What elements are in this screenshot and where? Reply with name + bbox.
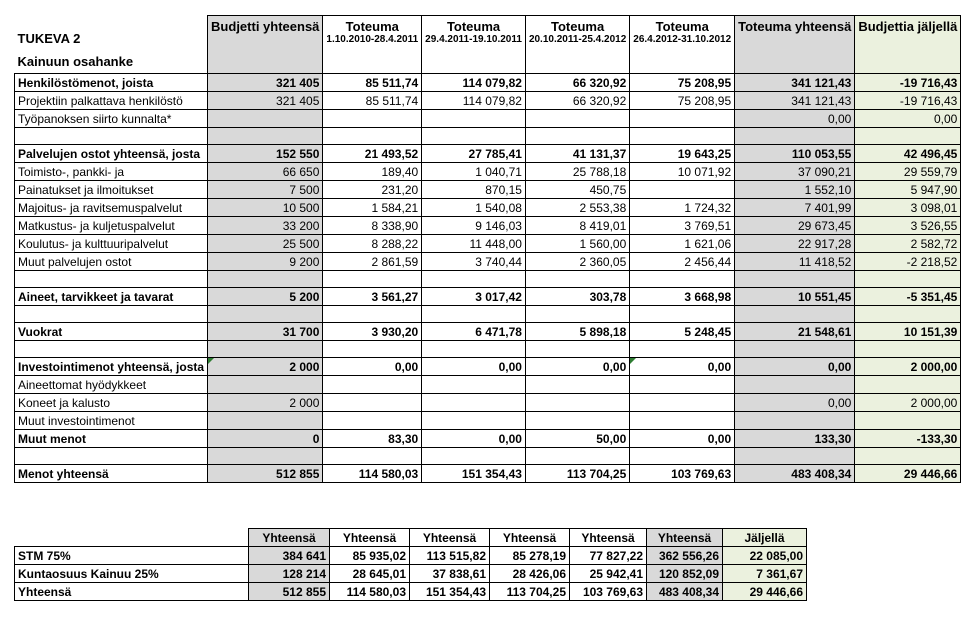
- value-cell[interactable]: 27 785,41: [422, 145, 526, 163]
- table-row: [15, 412, 961, 430]
- table-row: [15, 235, 961, 253]
- summary-row-label[interactable]: Kuntaosuus Kainuu 25%: [15, 565, 249, 583]
- value-cell[interactable]: 133,30: [735, 430, 855, 448]
- table-row: [15, 92, 961, 110]
- col-header-label: Toteuma: [446, 19, 501, 34]
- value-cell[interactable]: 870,15: [422, 181, 526, 199]
- value-cell[interactable]: 85 511,74: [323, 74, 422, 92]
- value-cell[interactable]: 0: [208, 430, 323, 448]
- value-cell[interactable]: 5 898,18: [525, 323, 629, 341]
- value-cell[interactable]: 66 320,92: [525, 74, 629, 92]
- value-cell[interactable]: [630, 110, 735, 128]
- spacer-row: [15, 448, 961, 465]
- label-cell[interactable]: [15, 306, 208, 323]
- value-cell[interactable]: 0,00: [855, 110, 961, 128]
- value-cell[interactable]: 85 511,74: [323, 92, 422, 110]
- row-label[interactable]: Henkilöstömenot, joista: [15, 74, 208, 92]
- value-cell[interactable]: [735, 412, 855, 430]
- value-cell[interactable]: 3 561,27: [323, 288, 422, 306]
- value-cell[interactable]: 0,00: [323, 358, 422, 376]
- value-cell[interactable]: 11 418,52: [735, 253, 855, 271]
- empty-cell: [15, 529, 249, 547]
- row-label[interactable]: Investointimenot yhteensä, josta: [15, 358, 208, 376]
- table-row: [15, 110, 961, 128]
- table-row: [15, 465, 961, 483]
- value-cell[interactable]: 41 131,37: [525, 145, 629, 163]
- row-label[interactable]: Työpanoksen siirto kunnalta*: [15, 110, 208, 128]
- table-row: [15, 323, 961, 341]
- value-cell[interactable]: 6 471,78: [422, 323, 526, 341]
- row-label[interactable]: Muut investointimenot: [15, 412, 208, 430]
- value-cell[interactable]: [630, 394, 735, 412]
- value-cell[interactable]: 1 540,08: [422, 199, 526, 217]
- value-cell[interactable]: -2 218,52: [855, 253, 961, 271]
- summary-col-header[interactable]: Yhteensä: [249, 529, 330, 547]
- value-cell[interactable]: [855, 412, 961, 430]
- value-cell[interactable]: 7 401,99: [735, 199, 855, 217]
- summary-row-label[interactable]: STM 75%: [15, 547, 249, 565]
- value-cell[interactable]: [525, 128, 629, 145]
- value-cell[interactable]: [208, 110, 323, 128]
- value-cell[interactable]: 3 098,01: [855, 199, 961, 217]
- value-cell[interactable]: 0,00: [735, 358, 855, 376]
- value-cell[interactable]: -19 716,43: [855, 74, 961, 92]
- table-row: [15, 288, 961, 306]
- summary-col-header[interactable]: Yhteensä: [410, 529, 490, 547]
- label-cell[interactable]: [15, 128, 208, 145]
- value-cell[interactable]: 77 827,22: [570, 547, 647, 565]
- table-row: [15, 145, 961, 163]
- row-label[interactable]: Muut palvelujen ostot: [15, 253, 208, 271]
- value-cell[interactable]: 8 419,01: [525, 217, 629, 235]
- col-header-period-4[interactable]: [630, 16, 735, 74]
- value-cell[interactable]: [525, 448, 629, 465]
- value-cell[interactable]: 66 320,92: [525, 92, 629, 110]
- table-row: [15, 74, 961, 92]
- value-cell[interactable]: 512 855: [249, 583, 330, 601]
- value-cell[interactable]: 29 673,45: [735, 217, 855, 235]
- label-cell[interactable]: [15, 271, 208, 288]
- row-label[interactable]: Koulutus- ja kulttuuripalvelut: [15, 235, 208, 253]
- value-cell[interactable]: 3 526,55: [855, 217, 961, 235]
- value-cell[interactable]: 10 151,39: [855, 323, 961, 341]
- table-row: [15, 394, 961, 412]
- value-cell[interactable]: 75 208,95: [630, 92, 735, 110]
- value-cell[interactable]: 9 200: [208, 253, 323, 271]
- value-cell[interactable]: 113 704,25: [525, 465, 629, 483]
- value-cell[interactable]: 303,78: [525, 288, 629, 306]
- value-cell[interactable]: 2 360,05: [525, 253, 629, 271]
- value-cell[interactable]: [323, 376, 422, 394]
- value-cell[interactable]: [525, 271, 629, 288]
- value-cell[interactable]: 31 700: [208, 323, 323, 341]
- value-cell[interactable]: [208, 448, 323, 465]
- table-row: [15, 358, 961, 376]
- table-row: [15, 163, 961, 181]
- value-cell[interactable]: 103 769,63: [630, 465, 735, 483]
- value-cell[interactable]: 22 917,28: [735, 235, 855, 253]
- summary-row: [15, 565, 807, 583]
- value-cell[interactable]: 0,00: [735, 110, 855, 128]
- report-title: TUKEVA 2: [17, 30, 81, 46]
- value-cell[interactable]: 1 560,00: [525, 235, 629, 253]
- value-cell[interactable]: 29 559,79: [855, 163, 961, 181]
- row-label[interactable]: Menot yhteensä: [15, 465, 208, 483]
- value-cell[interactable]: [422, 306, 526, 323]
- value-cell[interactable]: [855, 271, 961, 288]
- value-cell[interactable]: 33 200: [208, 217, 323, 235]
- row-label[interactable]: Aineet, tarvikkeet ja tavarat: [15, 288, 208, 306]
- value-cell[interactable]: [525, 341, 629, 358]
- value-cell[interactable]: [630, 376, 735, 394]
- value-cell[interactable]: 29 446,66: [855, 465, 961, 483]
- value-cell[interactable]: 7 500: [208, 181, 323, 199]
- label-cell[interactable]: [15, 448, 208, 465]
- value-cell[interactable]: 113 515,82: [410, 547, 490, 565]
- value-cell[interactable]: 9 146,03: [422, 217, 526, 235]
- value-cell[interactable]: 483 408,34: [735, 465, 855, 483]
- value-cell[interactable]: 37 090,21: [735, 163, 855, 181]
- summary-row: [15, 583, 807, 601]
- value-cell[interactable]: 321 405: [208, 74, 323, 92]
- value-cell[interactable]: 11 448,00: [422, 235, 526, 253]
- value-cell[interactable]: 50,00: [525, 430, 629, 448]
- value-cell[interactable]: [735, 128, 855, 145]
- col-header-period: 1.10.2010-28.4.2011: [326, 34, 419, 45]
- value-cell[interactable]: [323, 448, 422, 465]
- value-cell[interactable]: 25 942,41: [570, 565, 647, 583]
- value-cell[interactable]: [525, 376, 629, 394]
- col-header-period-2[interactable]: [422, 16, 526, 74]
- value-cell[interactable]: 120 852,09: [647, 565, 723, 583]
- summary-row: [15, 547, 807, 565]
- col-header-label: Budjettia jäljellä: [858, 19, 958, 34]
- value-cell[interactable]: 1 040,71: [422, 163, 526, 181]
- col-header-period: 29.4.2011-19.10.2011: [425, 34, 522, 45]
- value-cell[interactable]: 25 788,18: [525, 163, 629, 181]
- value-cell[interactable]: 1 584,21: [323, 199, 422, 217]
- value-cell[interactable]: 362 556,26: [647, 547, 723, 565]
- row-label[interactable]: Projektiin palkattava henkilöstö: [15, 92, 208, 110]
- table-row: [15, 181, 961, 199]
- value-cell[interactable]: 110 053,55: [735, 145, 855, 163]
- value-cell[interactable]: [735, 341, 855, 358]
- value-cell[interactable]: 8 288,22: [323, 235, 422, 253]
- value-cell[interactable]: [630, 128, 735, 145]
- table-row: [15, 376, 961, 394]
- value-cell[interactable]: [855, 128, 961, 145]
- value-cell[interactable]: [323, 128, 422, 145]
- value-cell[interactable]: 2 582,72: [855, 235, 961, 253]
- value-cell[interactable]: 0,00: [422, 358, 526, 376]
- value-cell[interactable]: 21 493,52: [323, 145, 422, 163]
- row-label[interactable]: Muut menot: [15, 430, 208, 448]
- value-cell[interactable]: [630, 271, 735, 288]
- value-cell[interactable]: 37 838,61: [410, 565, 490, 583]
- comment-marker-icon[interactable]: [630, 358, 636, 364]
- value-cell[interactable]: 321 405: [208, 92, 323, 110]
- value-cell[interactable]: [630, 412, 735, 430]
- value-cell[interactable]: 0,00: [630, 358, 735, 376]
- value-cell[interactable]: [323, 341, 422, 358]
- value-cell[interactable]: [422, 128, 526, 145]
- value-cell[interactable]: [630, 341, 735, 358]
- table-row: [15, 199, 961, 217]
- value-cell[interactable]: 0,00: [525, 358, 629, 376]
- col-header-label: Budjetti yhteensä: [211, 19, 320, 34]
- value-cell[interactable]: [525, 394, 629, 412]
- value-cell[interactable]: 151 354,43: [422, 465, 526, 483]
- value-cell[interactable]: 2 000,00: [855, 358, 961, 376]
- value-cell[interactable]: 66 650: [208, 163, 323, 181]
- value-cell[interactable]: 1 621,06: [630, 235, 735, 253]
- value-cell[interactable]: [855, 376, 961, 394]
- row-label[interactable]: Palvelujen ostot yhteensä, josta: [15, 145, 208, 163]
- value-cell[interactable]: [525, 306, 629, 323]
- value-cell[interactable]: 83,30: [323, 430, 422, 448]
- value-cell[interactable]: [208, 306, 323, 323]
- value-cell[interactable]: [422, 394, 526, 412]
- value-cell[interactable]: 341 121,43: [735, 74, 855, 92]
- value-cell[interactable]: [208, 128, 323, 145]
- value-cell[interactable]: [208, 271, 323, 288]
- value-cell[interactable]: 3 017,42: [422, 288, 526, 306]
- value-cell[interactable]: 114 580,03: [323, 465, 422, 483]
- value-cell[interactable]: 2 000: [208, 394, 323, 412]
- value-cell[interactable]: 10 071,92: [630, 163, 735, 181]
- summary-header-row: [15, 529, 807, 547]
- summary-col-header[interactable]: Yhteensä: [570, 529, 647, 547]
- spacer-row: [15, 128, 961, 145]
- col-header-remaining[interactable]: [855, 16, 961, 74]
- value-cell[interactable]: 341 121,43: [735, 92, 855, 110]
- value-cell[interactable]: [208, 376, 323, 394]
- value-cell[interactable]: 3 668,98: [630, 288, 735, 306]
- col-header-label: Toteuma yhteensä: [738, 19, 852, 34]
- value-cell[interactable]: 19 643,25: [630, 145, 735, 163]
- value-cell[interactable]: [630, 448, 735, 465]
- col-header-budget[interactable]: [208, 16, 323, 74]
- value-cell[interactable]: -133,30: [855, 430, 961, 448]
- value-cell[interactable]: [855, 341, 961, 358]
- value-cell[interactable]: [525, 110, 629, 128]
- row-label[interactable]: Koneet ja kalusto: [15, 394, 208, 412]
- value-cell[interactable]: [323, 412, 422, 430]
- value-cell[interactable]: [422, 110, 526, 128]
- value-cell[interactable]: 3 740,44: [422, 253, 526, 271]
- value-cell[interactable]: 10 500: [208, 199, 323, 217]
- comment-marker-icon[interactable]: [208, 358, 214, 364]
- value-cell[interactable]: 42 496,45: [855, 145, 961, 163]
- value-cell[interactable]: [323, 306, 422, 323]
- value-cell[interactable]: 2 553,38: [525, 199, 629, 217]
- budget-table: [14, 15, 961, 483]
- spacer-row: [15, 306, 961, 323]
- value-cell[interactable]: 7 361,67: [723, 565, 807, 583]
- col-header-label: Toteuma: [655, 19, 709, 34]
- col-header-label: Toteuma: [550, 19, 605, 34]
- value-cell[interactable]: 21 548,61: [735, 323, 855, 341]
- col-header-total[interactable]: [735, 16, 855, 74]
- value-cell[interactable]: 2 000,00: [855, 394, 961, 412]
- value-cell[interactable]: [208, 341, 323, 358]
- value-cell[interactable]: 512 855: [208, 465, 323, 483]
- value-cell[interactable]: 114 079,82: [422, 74, 526, 92]
- value-cell[interactable]: 28 645,01: [330, 565, 410, 583]
- value-cell[interactable]: 152 550: [208, 145, 323, 163]
- value-cell[interactable]: 151 354,43: [410, 583, 490, 601]
- value-cell[interactable]: 5 947,90: [855, 181, 961, 199]
- value-cell[interactable]: 2 000: [208, 358, 323, 376]
- value-cell[interactable]: -19 716,43: [855, 92, 961, 110]
- value-cell[interactable]: 231,20: [323, 181, 422, 199]
- value-cell[interactable]: [422, 341, 526, 358]
- value-cell[interactable]: 10 551,45: [735, 288, 855, 306]
- summary-row-label[interactable]: Yhteensä: [15, 583, 249, 601]
- value-cell[interactable]: 5 200: [208, 288, 323, 306]
- value-cell[interactable]: [735, 306, 855, 323]
- col-header-period-3[interactable]: [525, 16, 629, 74]
- row-label[interactable]: Matkustus- ja kuljetuspalvelut: [15, 217, 208, 235]
- value-cell[interactable]: 25 500: [208, 235, 323, 253]
- report-subtitle: Kainuun osahanke: [17, 53, 134, 69]
- title-cell[interactable]: [15, 16, 208, 74]
- spacer-row: [15, 271, 961, 288]
- value-cell[interactable]: 3 930,20: [323, 323, 422, 341]
- value-cell[interactable]: [525, 412, 629, 430]
- value-cell[interactable]: 483 408,34: [647, 583, 723, 601]
- value-cell[interactable]: 2 456,44: [630, 253, 735, 271]
- value-cell[interactable]: 1 724,32: [630, 199, 735, 217]
- value-cell[interactable]: 2 861,59: [323, 253, 422, 271]
- value-cell[interactable]: 85 278,19: [490, 547, 570, 565]
- value-cell[interactable]: 22 085,00: [723, 547, 807, 565]
- summary-col-header[interactable]: Jäljellä: [723, 529, 807, 547]
- value-cell[interactable]: 103 769,63: [570, 583, 647, 601]
- value-cell[interactable]: 3 769,51: [630, 217, 735, 235]
- value-cell[interactable]: 5 248,45: [630, 323, 735, 341]
- value-cell[interactable]: 29 446,66: [723, 583, 807, 601]
- value-cell[interactable]: 113 704,25: [490, 583, 570, 601]
- col-header-period: 26.4.2012-31.10.2012: [633, 34, 732, 45]
- value-cell[interactable]: [323, 271, 422, 288]
- value-cell[interactable]: 85 935,02: [330, 547, 410, 565]
- value-cell[interactable]: 0,00: [630, 430, 735, 448]
- value-cell[interactable]: 189,40: [323, 163, 422, 181]
- summary-col-header[interactable]: Yhteensä: [490, 529, 570, 547]
- value-cell[interactable]: [735, 448, 855, 465]
- label-cell[interactable]: [15, 341, 208, 358]
- value-cell[interactable]: [630, 181, 735, 199]
- value-cell[interactable]: [855, 448, 961, 465]
- value-cell[interactable]: 450,75: [525, 181, 629, 199]
- value-cell[interactable]: [422, 271, 526, 288]
- funding-summary-table: [14, 528, 807, 601]
- value-cell[interactable]: 0,00: [422, 430, 526, 448]
- col-header-label: Toteuma: [345, 19, 399, 34]
- value-cell[interactable]: [735, 376, 855, 394]
- value-cell[interactable]: [422, 448, 526, 465]
- value-cell[interactable]: 114 580,03: [330, 583, 410, 601]
- summary-col-header[interactable]: Yhteensä: [330, 529, 410, 547]
- row-label[interactable]: Aineettomat hyödykkeet: [15, 376, 208, 394]
- row-label[interactable]: Vuokrat: [15, 323, 208, 341]
- spacer-row: [15, 341, 961, 358]
- value-cell[interactable]: [323, 394, 422, 412]
- col-header-period-1[interactable]: [323, 16, 422, 74]
- row-label[interactable]: Toimisto-, pankki- ja: [15, 163, 208, 181]
- value-cell[interactable]: 75 208,95: [630, 74, 735, 92]
- value-cell[interactable]: 114 079,82: [422, 92, 526, 110]
- value-cell[interactable]: [422, 376, 526, 394]
- col-header-period: 20.10.2011-25.4.2012: [528, 34, 627, 45]
- value-cell[interactable]: 8 338,90: [323, 217, 422, 235]
- value-cell[interactable]: 384 641: [249, 547, 330, 565]
- value-cell[interactable]: [208, 412, 323, 430]
- value-cell[interactable]: 0,00: [735, 394, 855, 412]
- row-label[interactable]: Majoitus- ja ravitsemuspalvelut: [15, 199, 208, 217]
- value-cell[interactable]: 28 426,06: [490, 565, 570, 583]
- value-cell[interactable]: [323, 110, 422, 128]
- row-label[interactable]: Painatukset ja ilmoitukset: [15, 181, 208, 199]
- value-cell[interactable]: -5 351,45: [855, 288, 961, 306]
- value-cell[interactable]: [630, 306, 735, 323]
- value-cell[interactable]: [735, 271, 855, 288]
- value-cell[interactable]: [422, 412, 526, 430]
- table-row: [15, 430, 961, 448]
- value-cell[interactable]: 1 552,10: [735, 181, 855, 199]
- table-row: [15, 217, 961, 235]
- value-cell[interactable]: [855, 306, 961, 323]
- table-row: [15, 253, 961, 271]
- value-cell[interactable]: 128 214: [249, 565, 330, 583]
- summary-col-header[interactable]: Yhteensä: [647, 529, 723, 547]
